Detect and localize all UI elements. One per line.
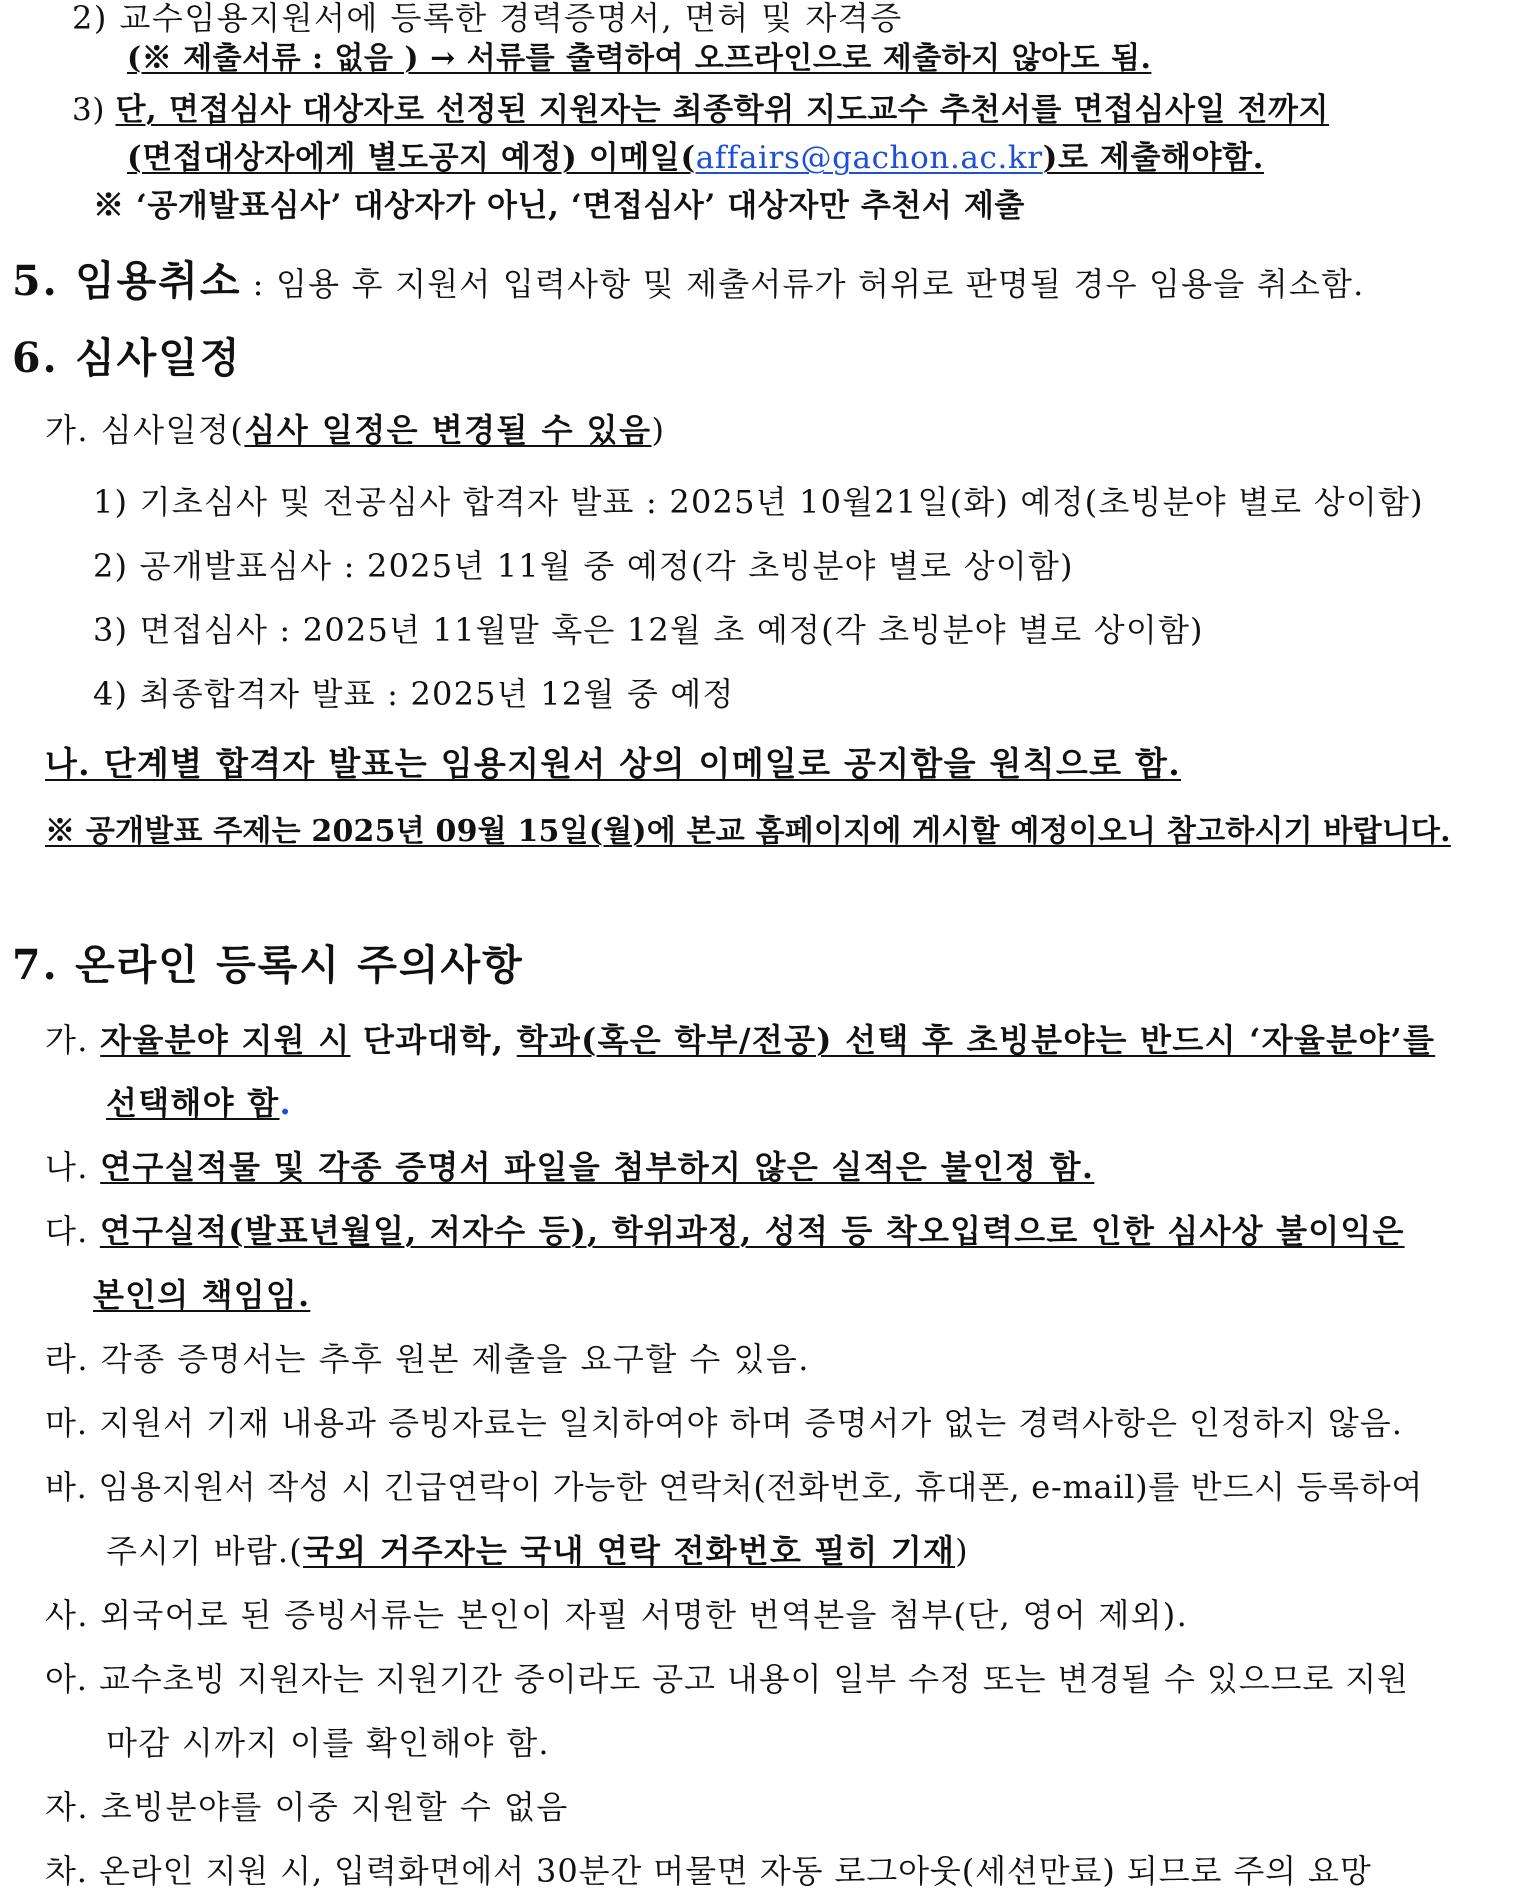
sec6-schedule-item-2: 2) 공개발표심사 : 2025년 11월 중 예정(각 초빙분야 별로 상이함) (93, 547, 1074, 585)
sec4-item3-line2 (127, 141, 1264, 177)
sec6-na: 나. 단계별 합격자 발표는 임용지원서 상의 이메일로 공지함을 원칙으로 함. (45, 744, 1182, 783)
sec7-da-label: 다. (45, 1212, 89, 1250)
email-link[interactable]: affairs@gachon.ac.kr (695, 140, 1043, 176)
sec6-schedule-item-1: 1) 기초심사 및 전공심사 합격자 발표 : 2025년 10월21일(화) 예정(초빙분야 별로 상이함) (93, 483, 1424, 521)
sec5-row (12, 258, 1364, 305)
sec7-ga-label: 가. (45, 1021, 89, 1059)
sec7-da-line1 (45, 1213, 1405, 1250)
sec4-item3-line2-pre: (면접대상자에게 별도공지 예정) 이메일( (127, 140, 696, 176)
sec7-ba-line2-post: ) (955, 1532, 969, 1570)
sec4-item2-note: (※ 제출서류 : 없음 ) → 서류를 출력하여 오프라인으로 제출하지 않아도 됨. (127, 41, 1152, 76)
sec7-ja: 자. 초빙분야를 이중 지원할 수 없음 (45, 1788, 569, 1826)
sec6-ga-post: ) (651, 411, 666, 449)
sec7-na (45, 1149, 1094, 1186)
sec7-ga-u1: 자율분야 지원 시 (100, 1021, 351, 1059)
sec7-da-line2: 본인의 책임임. (93, 1276, 311, 1314)
sec7-ba-line2-underlined: 국외 거주자는 국내 연락 전화번호 필히 기재 (303, 1532, 956, 1570)
sec7-a-line2: 마감 시까지 이를 확인해야 함. (106, 1724, 550, 1762)
sec7-ba-line1: 바. 임용지원서 작성 시 긴급연락이 가능한 연락처(전화번호, 휴대폰, e-mail)를 반드시 등록하여 (45, 1468, 1423, 1506)
sec6-note: ※ 공개발표 주제는 2025년 09월 15일(월)에 본교 홈페이지에 게시할 예정이오니 참고하시기 바랍니다. (45, 814, 1451, 849)
sec7-ga-dot: . (279, 1084, 292, 1122)
sec4-item3-num: 3) (72, 92, 106, 128)
sec6-schedule-item-3: 3) 면접심사 : 2025년 11월말 혹은 12월 초 예정(각 초빙분야 별로 상이함) (93, 611, 1204, 649)
sec7-ba-line2-pre: 주시기 바람.( (106, 1532, 303, 1570)
sec7-ra: 라. 각종 증명서는 추후 원본 제출을 요구할 수 있음. (45, 1340, 810, 1378)
sec4-item3-note: ※ ‘공개발표심사’ 대상자가 아닌, ‘면접심사’ 대상자만 추천서 제출 (93, 188, 1025, 224)
sec6-title: 6. 심사일정 (12, 334, 242, 382)
sec7-ga-line1 (45, 1022, 1435, 1059)
sec7-ga-line2-text: 선택해야 함 (106, 1084, 280, 1122)
sec5-text: : 임용 후 지원서 입력사항 및 제출서류가 허위로 판명될 경우 임용을 취소함. (252, 265, 1365, 303)
sec6-ga-underlined: 심사 일정은 변경될 수 있음 (244, 411, 652, 449)
sec7-ga-line2 (106, 1085, 292, 1122)
sec7-a-line1: 아. 교수초빙 지원자는 지원기간 중이라도 공고 내용이 일부 수정 또는 변경될 수 있으므로 지원 (45, 1660, 1409, 1698)
sec7-ga-b1: 단과대학, (350, 1021, 517, 1059)
sec5-title: 5. 임용취소 (12, 257, 242, 305)
sec6-ga-pre: 가. 심사일정( (45, 411, 245, 449)
sec7-na-label: 나. (45, 1148, 89, 1186)
sec7-ba-line2 (106, 1533, 969, 1570)
sec7-cha: 차. 온라인 지원 시, 입력화면에서 30분간 머물면 자동 로그아웃(세션만료) 되므로 주의 요망 (45, 1852, 1372, 1890)
sec4-item2-text: 2) 교수임용지원서에 등록한 경력증명서, 면허 및 자격증 (72, 0, 903, 37)
sec7-sa: 사. 외국어로 된 증빙서류는 본인이 자필 서명한 번역본을 첨부(단, 영어 제외). (45, 1596, 1189, 1634)
sec7-na-text: 연구실적물 및 각종 증명서 파일을 첨부하지 않은 실적은 불인정 함. (100, 1148, 1095, 1186)
sec7-ma: 마. 지원서 기재 내용과 증빙자료는 일치하여야 하며 증명서가 없는 경력사항은 인정하지 않음. (45, 1404, 1403, 1442)
sec7-title: 7. 온라인 등록시 주의사항 (12, 941, 524, 989)
sec6-ga (45, 412, 665, 449)
sec4-item3-line2-post: )로 제출해야함. (1042, 140, 1265, 176)
sec7-da-text: 연구실적(발표년월일, 저자수 등), 학위과정, 성적 등 착오입력으로 인한 심사상 불이익은 (99, 1212, 1405, 1250)
sec4-item3-text: 단, 면접심사 대상자로 선정된 지원자는 최종학위 지도교수 추천서를 면접심사일 전까지 (115, 92, 1330, 128)
sec7-ga-u2: 학과(혹은 학부/전공) 선택 후 초빙분야는 반드시 ‘자율분야’를 (516, 1021, 1436, 1059)
sec6-schedule-item-4: 4) 최종합격자 발표 : 2025년 12월 중 예정 (93, 675, 735, 713)
sec4-item3-line1 (72, 93, 1329, 129)
